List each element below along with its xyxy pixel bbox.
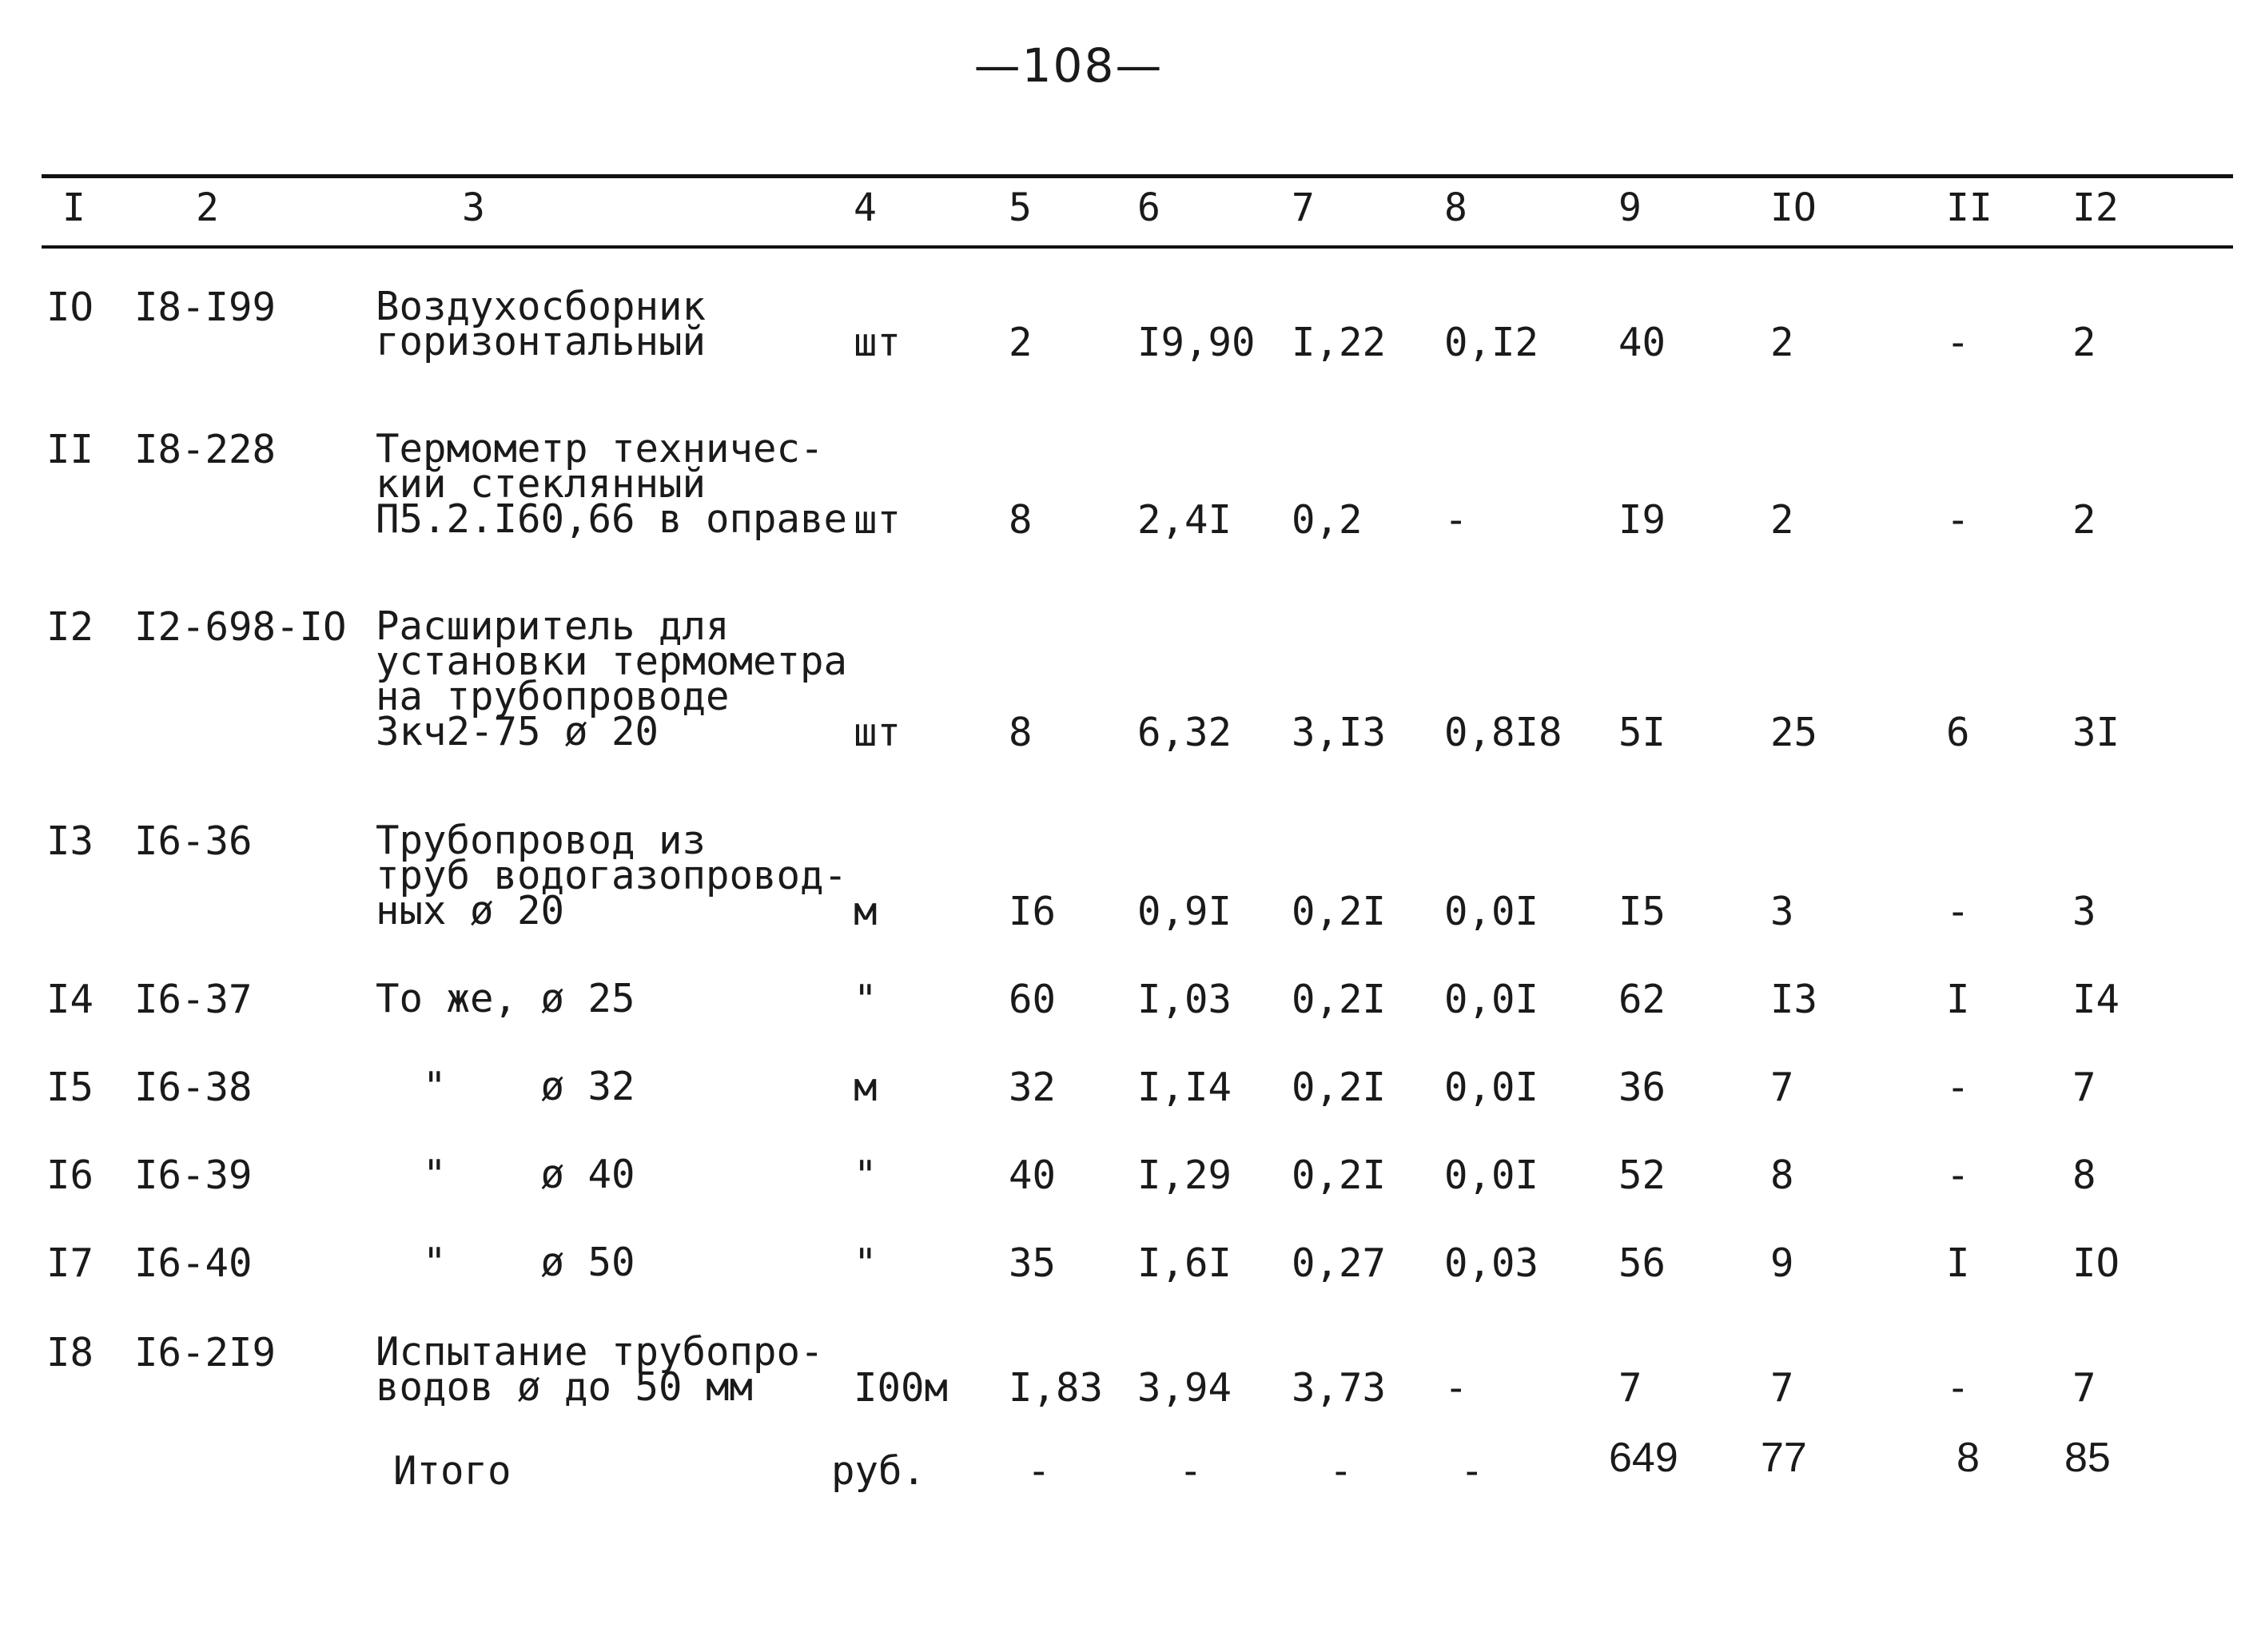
row-col-11: - bbox=[1946, 320, 1970, 365]
row-unit: м bbox=[854, 889, 878, 934]
row-col-9: 62 bbox=[1618, 977, 1666, 1022]
row-col-8: - bbox=[1444, 1365, 1468, 1411]
row-col-10: 9 bbox=[1770, 1240, 1794, 1286]
row-col-9: 7 bbox=[1618, 1365, 1642, 1411]
row-name: Расширитель для установки термометра на трубопроводе 3кч2-75 ø 20 bbox=[376, 603, 848, 754]
row-col-12: 7 bbox=[2072, 1065, 2096, 1110]
row-col-8: 0,I2 bbox=[1444, 320, 1539, 365]
row-code: I8-I99 bbox=[134, 285, 277, 330]
row-col-9: 36 bbox=[1618, 1065, 1666, 1110]
row-col-8: - bbox=[1444, 497, 1468, 543]
row-col-11: I bbox=[1946, 977, 1970, 1022]
row-name: " ø 32 bbox=[376, 1064, 635, 1109]
row-col-12: 7 bbox=[2072, 1365, 2096, 1411]
table-top-rule bbox=[42, 174, 2233, 178]
row-col-12: I4 bbox=[2072, 977, 2120, 1022]
row-number: I7 bbox=[46, 1240, 94, 1286]
row-col-9: 40 bbox=[1618, 320, 1666, 365]
row-col-11: - bbox=[1946, 1365, 1970, 1411]
row-col-11: 6 bbox=[1946, 710, 1970, 755]
row-qty: 60 bbox=[1009, 977, 1057, 1022]
total-unit: руб. bbox=[831, 1448, 926, 1494]
row-number: I5 bbox=[46, 1065, 94, 1110]
row-col-12: 8 bbox=[2072, 1152, 2096, 1198]
row-name: Воздухосборник горизонтальный bbox=[376, 284, 707, 364]
row-col-9: I9 bbox=[1618, 497, 1666, 543]
row-col-9: I5 bbox=[1618, 889, 1666, 934]
row-col-10: 8 bbox=[1770, 1152, 1794, 1198]
row-unit: " bbox=[854, 1240, 878, 1286]
row-number: IO bbox=[46, 285, 94, 330]
row-col-7: I,22 bbox=[1292, 320, 1387, 365]
col-header-11: II bbox=[1946, 185, 1992, 230]
row-col-7: 3,I3 bbox=[1292, 710, 1387, 755]
row-col-8: 0,0I bbox=[1444, 1065, 1539, 1110]
row-name: То же, ø 25 bbox=[376, 976, 635, 1021]
row-col-6: 0,9I bbox=[1137, 889, 1232, 934]
row-col-7: 0,2I bbox=[1292, 1152, 1387, 1198]
row-col-10: 7 bbox=[1770, 1065, 1794, 1110]
row-unit: м bbox=[854, 1065, 878, 1110]
total-label: Итого bbox=[393, 1448, 512, 1494]
row-qty: 40 bbox=[1009, 1152, 1057, 1198]
row-col-10: I3 bbox=[1770, 977, 1818, 1022]
row-col-6: I9,90 bbox=[1137, 320, 1256, 365]
row-col-10: 3 bbox=[1770, 889, 1794, 934]
col-header-2: 2 bbox=[196, 185, 219, 230]
row-col-9: 52 bbox=[1618, 1152, 1666, 1198]
row-col-12: 3 bbox=[2072, 889, 2096, 934]
row-col-8: 0,0I bbox=[1444, 977, 1539, 1022]
row-code: I6-37 bbox=[134, 977, 253, 1022]
total-col-11: 8 bbox=[1956, 1435, 1980, 1481]
total-col-8: - bbox=[1460, 1448, 1484, 1494]
row-number: II bbox=[46, 427, 94, 472]
row-number: I2 bbox=[46, 604, 94, 650]
row-col-7: 0,2 bbox=[1292, 497, 1363, 543]
row-qty: 8 bbox=[1009, 710, 1033, 755]
row-col-6: I,29 bbox=[1137, 1152, 1232, 1198]
row-code: I6-40 bbox=[134, 1240, 253, 1286]
row-col-10: 2 bbox=[1770, 497, 1794, 543]
row-name: " ø 50 bbox=[376, 1240, 635, 1285]
col-header-6: 6 bbox=[1137, 185, 1160, 230]
row-number: I3 bbox=[46, 818, 94, 864]
total-col-10: 77 bbox=[1761, 1435, 1807, 1481]
row-col-8: 0,0I bbox=[1444, 889, 1539, 934]
row-col-6: 2,4I bbox=[1137, 497, 1232, 543]
row-col-7: 0,2I bbox=[1292, 889, 1387, 934]
col-header-10: IO bbox=[1770, 185, 1817, 230]
row-col-10: 2 bbox=[1770, 320, 1794, 365]
row-col-10: 7 bbox=[1770, 1365, 1794, 1411]
col-header-9: 9 bbox=[1618, 185, 1642, 230]
row-unit: шт bbox=[854, 710, 902, 755]
row-col-11: - bbox=[1946, 497, 1970, 543]
row-col-8: 0,03 bbox=[1444, 1240, 1539, 1286]
row-code: I8-228 bbox=[134, 427, 277, 472]
row-col-9: 56 bbox=[1618, 1240, 1666, 1286]
row-unit: I00м bbox=[854, 1365, 949, 1411]
row-col-8: 0,8I8 bbox=[1444, 710, 1562, 755]
row-qty: 2 bbox=[1009, 320, 1033, 365]
row-code: I6-2I9 bbox=[134, 1330, 277, 1375]
row-name: Трубопровод из труб водогазопровод- ных ø 20 bbox=[376, 818, 848, 933]
row-col-12: 2 bbox=[2072, 497, 2096, 543]
row-col-11: I bbox=[1946, 1240, 1970, 1286]
total-col-6: - bbox=[1179, 1448, 1203, 1494]
row-unit: шт bbox=[854, 497, 902, 543]
row-code: I6-39 bbox=[134, 1152, 253, 1198]
row-col-6: 3,94 bbox=[1137, 1365, 1232, 1411]
row-qty: 35 bbox=[1009, 1240, 1057, 1286]
row-qty: 32 bbox=[1009, 1065, 1057, 1110]
col-header-1: I bbox=[62, 185, 86, 230]
row-unit: шт bbox=[854, 320, 902, 365]
row-col-12: 2 bbox=[2072, 320, 2096, 365]
row-col-12: 3I bbox=[2072, 710, 2120, 755]
col-header-5: 5 bbox=[1009, 185, 1032, 230]
row-number: I8 bbox=[46, 1330, 94, 1375]
row-col-7: 3,73 bbox=[1292, 1365, 1387, 1411]
row-code: I2-698-IO bbox=[134, 604, 347, 650]
row-col-7: 0,27 bbox=[1292, 1240, 1387, 1286]
row-col-10: 25 bbox=[1770, 710, 1818, 755]
row-unit: " bbox=[854, 977, 878, 1022]
row-number: I6 bbox=[46, 1152, 94, 1198]
table-header-rule bbox=[42, 245, 2233, 249]
row-name: Термометр техничес- кий стеклянный П5.2.I60,66 в оправе bbox=[376, 426, 848, 542]
row-col-6: 6,32 bbox=[1137, 710, 1232, 755]
page-number: —108— bbox=[973, 38, 1164, 93]
row-col-8: 0,0I bbox=[1444, 1152, 1539, 1198]
row-qty: I6 bbox=[1009, 889, 1057, 934]
row-code: I6-36 bbox=[134, 818, 253, 864]
total-col-9: 649 bbox=[1609, 1435, 1678, 1481]
row-col-6: I,6I bbox=[1137, 1240, 1232, 1286]
row-code: I6-38 bbox=[134, 1065, 253, 1110]
total-qty: - bbox=[1027, 1448, 1051, 1494]
row-number: I4 bbox=[46, 977, 94, 1022]
total-col-7: - bbox=[1329, 1448, 1353, 1494]
total-col-12: 85 bbox=[2064, 1435, 2111, 1481]
row-name: Испытание трубопро- водов ø до 50 мм bbox=[376, 1329, 824, 1410]
col-header-12: I2 bbox=[2072, 185, 2119, 230]
row-unit: " bbox=[854, 1152, 878, 1198]
col-header-3: 3 bbox=[462, 185, 485, 230]
row-col-7: 0,2I bbox=[1292, 1065, 1387, 1110]
row-col-12: IO bbox=[2072, 1240, 2120, 1286]
row-name: " ø 40 bbox=[376, 1152, 635, 1197]
row-col-6: I,03 bbox=[1137, 977, 1232, 1022]
row-qty: I,83 bbox=[1009, 1365, 1104, 1411]
row-col-11: - bbox=[1946, 1152, 1970, 1198]
row-qty: 8 bbox=[1009, 497, 1033, 543]
row-col-11: - bbox=[1946, 1065, 1970, 1110]
row-col-7: 0,2I bbox=[1292, 977, 1387, 1022]
row-col-9: 5I bbox=[1618, 710, 1666, 755]
col-header-4: 4 bbox=[854, 185, 877, 230]
row-col-6: I,I4 bbox=[1137, 1065, 1232, 1110]
col-header-8: 8 bbox=[1444, 185, 1467, 230]
col-header-7: 7 bbox=[1292, 185, 1315, 230]
row-col-11: - bbox=[1946, 889, 1970, 934]
